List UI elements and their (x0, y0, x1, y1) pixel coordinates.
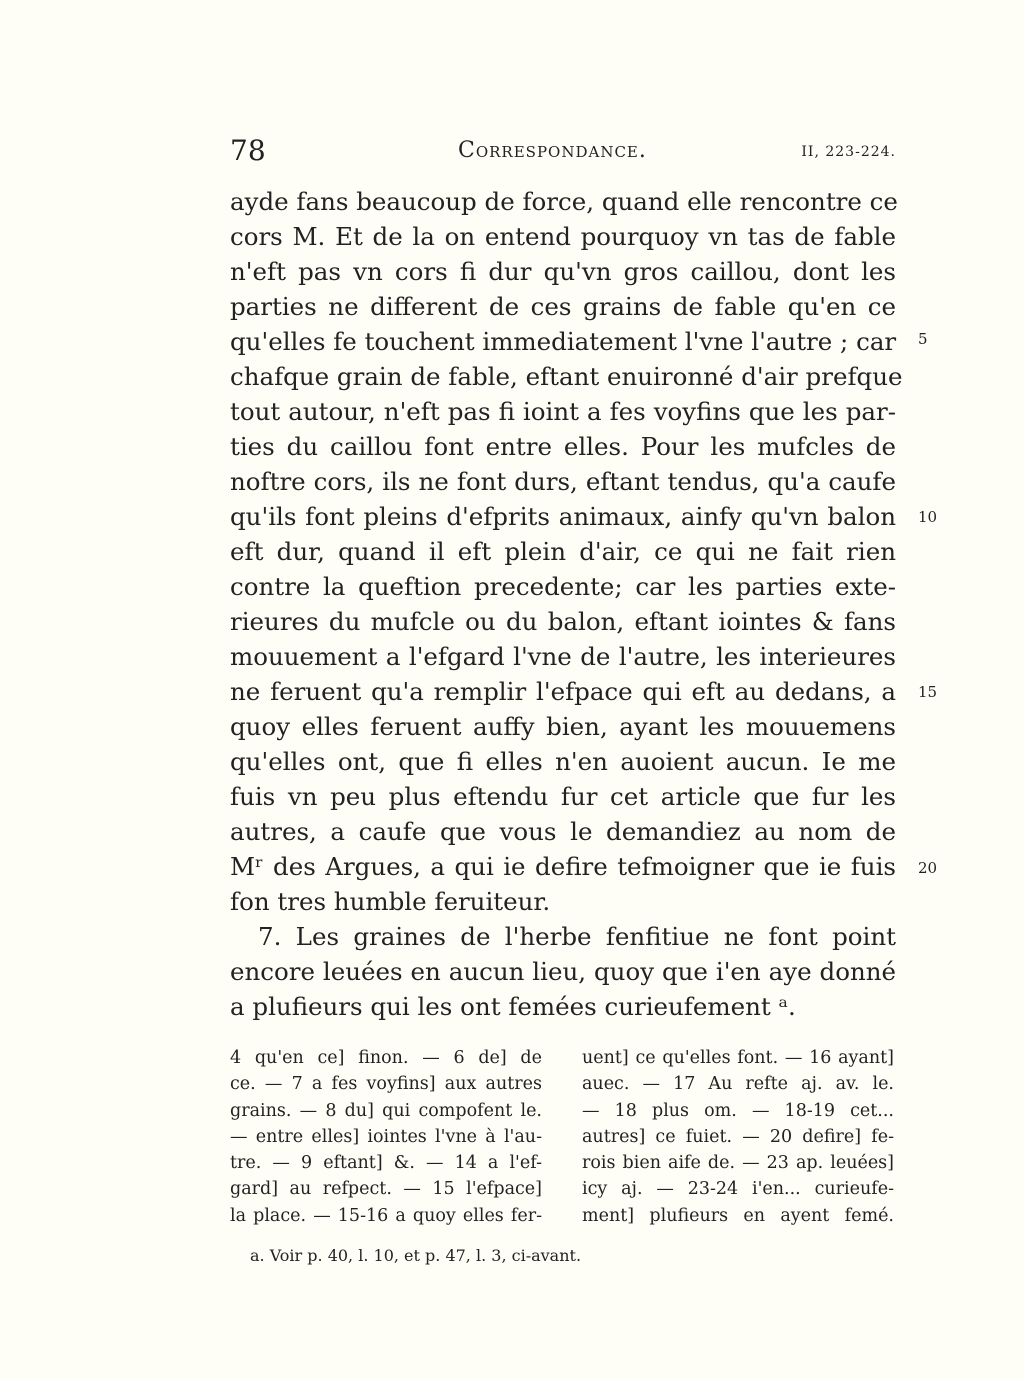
text-line: autres, a caufe que vous le demandiez au nom de (230, 817, 896, 846)
text-line: encore leuées en aucun lieu, quoy que i'en aye donné (230, 957, 896, 986)
text-line: ties du caillou font entre elles. Pour les mufcles de (230, 432, 896, 461)
text-line: fuis vn peu plus eftendu fur cet article que fur les (230, 782, 896, 811)
text-line: ne feruent qu'a remplir l'efpace qui eft au dedans, a (230, 677, 896, 706)
note-line: grains. — 8 du] qui compofent le. (230, 1100, 542, 1121)
note-line: auec. — 17 Au refte aj. av. le. (582, 1074, 894, 1095)
note-line: gard] au refpect. — 15 l'efpace] (230, 1179, 542, 1200)
notes-right-column (582, 1045, 894, 1229)
page-header (230, 134, 896, 170)
text-line: parties ne different de ces grains de fable qu'en ce (230, 292, 896, 321)
page-reference: II, 223-224. (801, 144, 896, 160)
text-line: qu'ils font pleins d'efprits animaux, ainfy qu'vn balon (230, 502, 896, 531)
text-line: n'eft pas vn cors fi dur qu'vn gros caillou, dont les (230, 257, 896, 286)
note-line: ce. — 7 a fes voyfins] aux autres (230, 1074, 542, 1095)
text-line: Mʳ des Argues, a qui ie defire tefmoigner que ie fuis (230, 852, 896, 881)
note-line: 4 qu'en ce] finon. — 6 de] de (230, 1048, 542, 1068)
page-number: 78 (230, 134, 266, 167)
text-line: fon tres humble feruiteur. (230, 887, 551, 916)
line-number: 10 (918, 508, 938, 526)
text-line: contre la queftion precedente; car les parties exte- (230, 572, 896, 601)
text-line: quoy elles feruent auffy bien, ayant les mouuemens (230, 712, 896, 741)
line-number: 15 (918, 683, 938, 701)
note-line: rois bien aife de. — 23 ap. leuées] (582, 1153, 894, 1174)
line-number: 20 (918, 859, 938, 877)
footnote: a. Voir p. 40, l. 10, et p. 47, l. 3, ci-avant. (250, 1246, 582, 1265)
text-line: 7. Les graines de l'herbe fenfitiue ne font point (258, 922, 896, 951)
text-line: ayde fans beaucoup de force, quand elle rencontre ce (230, 187, 898, 216)
main-text (230, 184, 903, 1024)
text-line: noftre cors, ils ne font durs, eftant tendus, qu'a caufe (230, 467, 896, 496)
text-line: a plufieurs qui les ont femées curieufement ᵃ. (230, 992, 796, 1021)
notes-left-column (230, 1045, 542, 1229)
text-line: rieures du mufcle ou du balon, eftant iointes & fans (230, 607, 896, 636)
note-line: icy aj. — 23-24 i'en... curieufe- (582, 1179, 894, 1200)
text-line: chafque grain de fable, eftant enuironné d'air prefque (230, 362, 903, 391)
note-line: tre. — 9 eftant] &. — 14 a l'ef- (230, 1153, 542, 1174)
note-line: autres] ce fuiet. — 20 defire] fe- (582, 1126, 894, 1147)
running-title: Correspondance. (458, 138, 647, 163)
note-line: la place. — 15-16 a quoy elles fer- (230, 1205, 542, 1226)
text-line: cors M. Et de la on entend pourquoy vn tas de fable (230, 222, 896, 251)
note-line: ment] plufieurs en ayent femé. (582, 1205, 894, 1226)
text-line: eft dur, quand il eft plein d'air, ce qui ne fait rien (230, 537, 896, 566)
text-line: qu'elles fe touchent immediatement l'vne l'autre ; car (230, 327, 897, 356)
line-number: 5 (918, 330, 928, 348)
note-line: uent] ce qu'elles font. — 16 ayant] (582, 1048, 894, 1068)
note-line: — 18 plus om. — 18-19 cet... (582, 1100, 894, 1121)
text-line: tout autour, n'eft pas fi ioint a fes voyfins que les par- (230, 397, 896, 426)
note-line: — entre elles] iointes l'vne à l'au- (230, 1126, 542, 1147)
text-line: qu'elles ont, que fi elles n'en auoient aucun. Ie me (230, 747, 896, 776)
text-line: mouuement a l'efgard l'vne de l'autre, les interieures (230, 642, 896, 671)
